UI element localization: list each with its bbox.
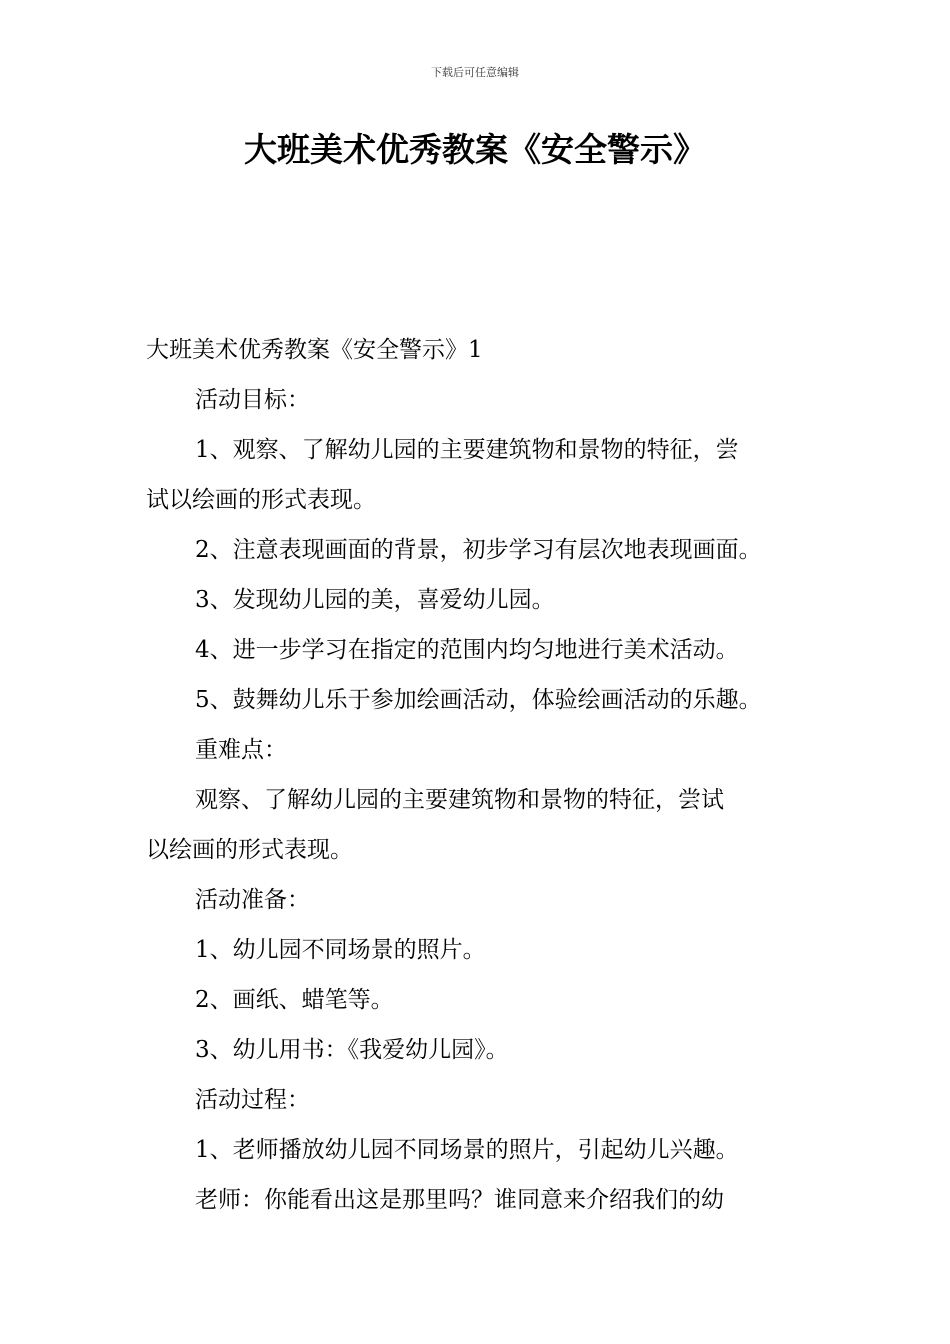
paragraph-preparation-heading: 活动准备： xyxy=(195,887,310,913)
paragraph-preparation-2: 2、画纸、蜡笔等。 xyxy=(195,987,394,1013)
paragraph-process-teacher: 老师：你能看出这是那里吗？谁同意来介绍我们的幼 xyxy=(195,1187,724,1213)
paragraph-key-points-cont: 以绘画的形式表现。 xyxy=(146,837,353,863)
paragraph-objectives-heading: 活动目标： xyxy=(195,387,310,413)
paragraph-process-heading: 活动过程： xyxy=(195,1087,310,1113)
paragraph-process-1: 1、老师播放幼儿园不同场景的照片，引起幼儿兴趣。 xyxy=(195,1137,739,1163)
document-title: 大班美术优秀教案《安全警示》 xyxy=(244,130,706,169)
paragraph-objective-1: 1、观察、了解幼儿园的主要建筑物和景物的特征，尝 xyxy=(195,437,739,463)
paragraph-objective-4: 4、进一步学习在指定的范围内均匀地进行美术活动。 xyxy=(195,637,739,663)
section-heading: 大班美术优秀教案《安全警示》1 xyxy=(146,337,483,363)
paragraph-key-points-heading: 重难点： xyxy=(195,737,287,763)
paragraph-preparation-1: 1、幼儿园不同场景的照片。 xyxy=(195,937,486,963)
paragraph-preparation-3: 3、幼儿用书：《我爱幼儿园》。 xyxy=(195,1037,509,1063)
paragraph-objective-2: 2、注意表现画面的背景，初步学习有层次地表现画面。 xyxy=(195,537,762,563)
paragraph-objective-1-cont: 试以绘画的形式表现。 xyxy=(146,487,376,513)
paragraph-key-points: 观察、了解幼儿园的主要建筑物和景物的特征，尝试 xyxy=(195,787,724,813)
page-header-note: 下载后可任意编辑 xyxy=(431,66,519,79)
paragraph-objective-3: 3、发现幼儿园的美，喜爱幼儿园。 xyxy=(195,587,555,613)
paragraph-objective-5: 5、鼓舞幼儿乐于参加绘画活动，体验绘画活动的乐趣。 xyxy=(195,687,762,713)
document-body xyxy=(146,325,816,1225)
